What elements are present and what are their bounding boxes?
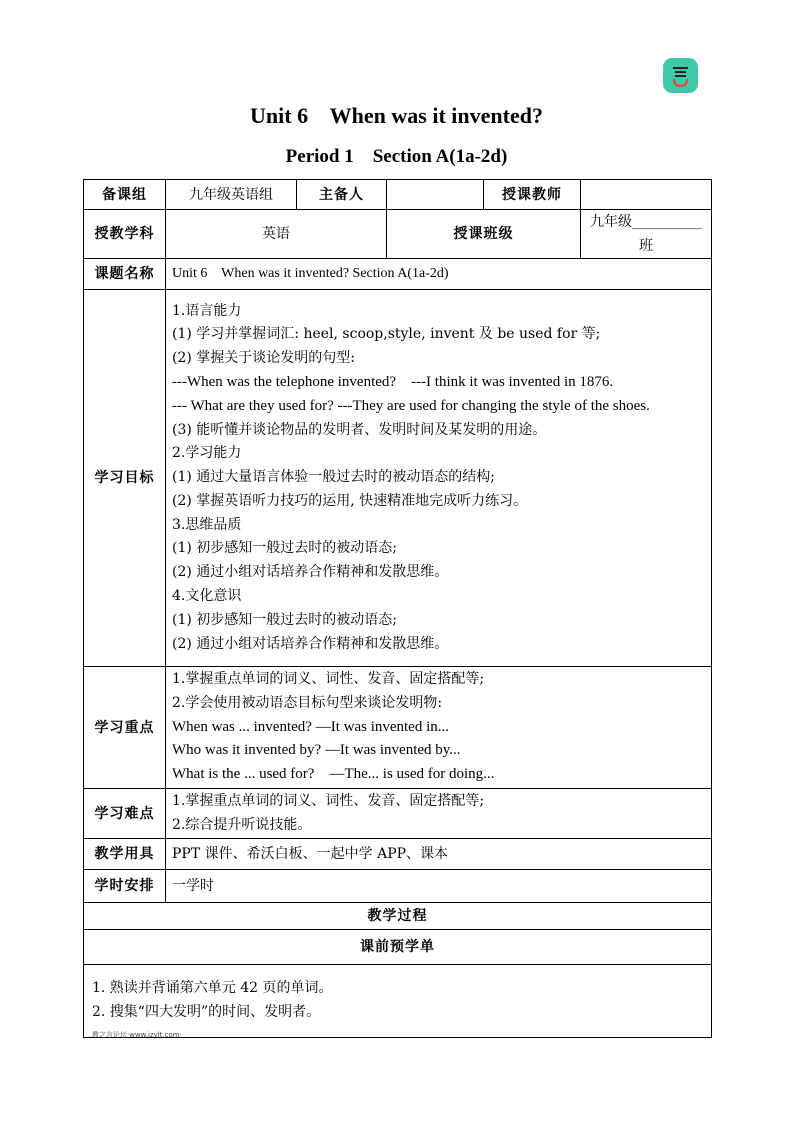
key-point-line: What is the ... used for? —The... is used for doing... (172, 766, 495, 783)
label-class-hours: 学时安排 (84, 870, 166, 903)
goal-line: 3.思维品质 (172, 516, 242, 533)
learning-goals-content (166, 290, 712, 667)
table-row (84, 290, 712, 667)
label-topic: 课题名称 (84, 259, 166, 290)
logo-icon (663, 58, 698, 93)
label-difficulties: 学习难点 (84, 789, 166, 839)
label-prep-group: 备课组 (84, 180, 166, 210)
goal-line: --- What are they used for? ---They are used for changing the style of the shoes. (172, 397, 650, 414)
teaching-tools-value: PPT 课件、希沃白板、一起中学 APP、课本 (166, 839, 712, 870)
preview-sheet-content (84, 965, 712, 1038)
label-teaching-tools: 教学用具 (84, 839, 166, 870)
table-row (84, 870, 712, 903)
goal-line: (1) 通过大量语言体验一般过去时的被动语态的结构; (172, 469, 495, 486)
goal-line: (2) 掌握关于谈论发明的句型: (172, 350, 355, 367)
value-teacher (581, 180, 712, 210)
value-lead-preparer (387, 180, 484, 210)
table-row (84, 903, 712, 930)
table-row (84, 839, 712, 870)
goal-line: (1) 初步感知一般过去时的被动语态; (172, 611, 397, 628)
key-point-line: 1.掌握重点单词的词义、词性、发音、固定搭配等; (172, 671, 485, 687)
goal-line: (2) 掌握英语听力技巧的运用, 快速精准地完成听力练习。 (172, 492, 528, 509)
goal-line: 1.语言能力 (172, 302, 242, 319)
goal-line: (1) 学习并掌握词汇: heel, scoop,style, invent 及 be used for 等; (172, 326, 601, 343)
label-subject: 授教学科 (84, 210, 166, 259)
key-point-line: Who was it invented by? —It was invented by... (172, 742, 461, 759)
difficulty-line: 1.掌握重点单词的词义、词性、发音、固定搭配等; (172, 792, 485, 809)
label-class: 授课班级 (387, 210, 581, 259)
value-topic: Unit 6 When was it invented? Section A(1a-2d) (166, 259, 712, 290)
lesson-plan-table (83, 179, 712, 1038)
difficulty-line: 2.综合提升听说技能。 (172, 816, 312, 833)
class-hours-value: 一学时 (166, 870, 712, 903)
table-row (84, 259, 712, 290)
table-row (84, 210, 712, 259)
label-learning-goals: 学习目标 (84, 290, 166, 667)
value-class: 九年级__________班 (581, 210, 712, 259)
key-point-line: When was ... invented? —It was invented in... (172, 718, 450, 735)
goal-line: ---When was the telephone invented? ---I think it was invented in 1876. (172, 373, 614, 390)
table-row (84, 965, 712, 1038)
page-subtitle: Period 1 Section A(1a-2d) (285, 146, 508, 167)
key-point-line: 2.学会使用被动语态目标句型来谈论发明物: (172, 694, 443, 711)
goal-line: 4.文化意识 (172, 588, 242, 605)
value-subject: 英语 (166, 210, 387, 259)
table-row (84, 180, 712, 210)
chat-bubble-icon (663, 58, 698, 93)
goal-line: (1) 初步感知一般过去时的被动语态; (172, 540, 397, 557)
preview-sheet-header: 课前预学单 (84, 930, 712, 965)
label-key-points: 学习重点 (84, 667, 166, 789)
preview-line: 1. 熟读并背诵第六单元 42 页的单词。 (92, 980, 333, 997)
footer-watermark: 教之言论坛·www.jzylt.com· (92, 1031, 182, 1039)
goal-line: (2) 通过小组对话培养合作精神和发散思维。 (172, 635, 449, 652)
goal-line: (2) 通过小组对话培养合作精神和发散思维。 (172, 564, 449, 581)
value-prep-group: 九年级英语组 (166, 180, 297, 210)
key-points-content (166, 667, 712, 789)
page-title: Unit 6 When was it invented? (250, 103, 543, 128)
difficulties-content (166, 789, 712, 839)
teaching-process-header: 教学过程 (84, 903, 712, 930)
table-row (84, 789, 712, 839)
label-teacher: 授课教师 (484, 180, 581, 210)
label-lead-preparer: 主备人 (297, 180, 387, 210)
preview-line: 2. 搜集“四大发明”的时间、发明者。 (92, 1004, 321, 1020)
table-row (84, 667, 712, 789)
table-row (84, 930, 712, 965)
goal-line: (3) 能听懂并谈论物品的发明者、发明时间及某发明的用途。 (172, 421, 547, 438)
goal-line: 2.学习能力 (172, 445, 242, 462)
